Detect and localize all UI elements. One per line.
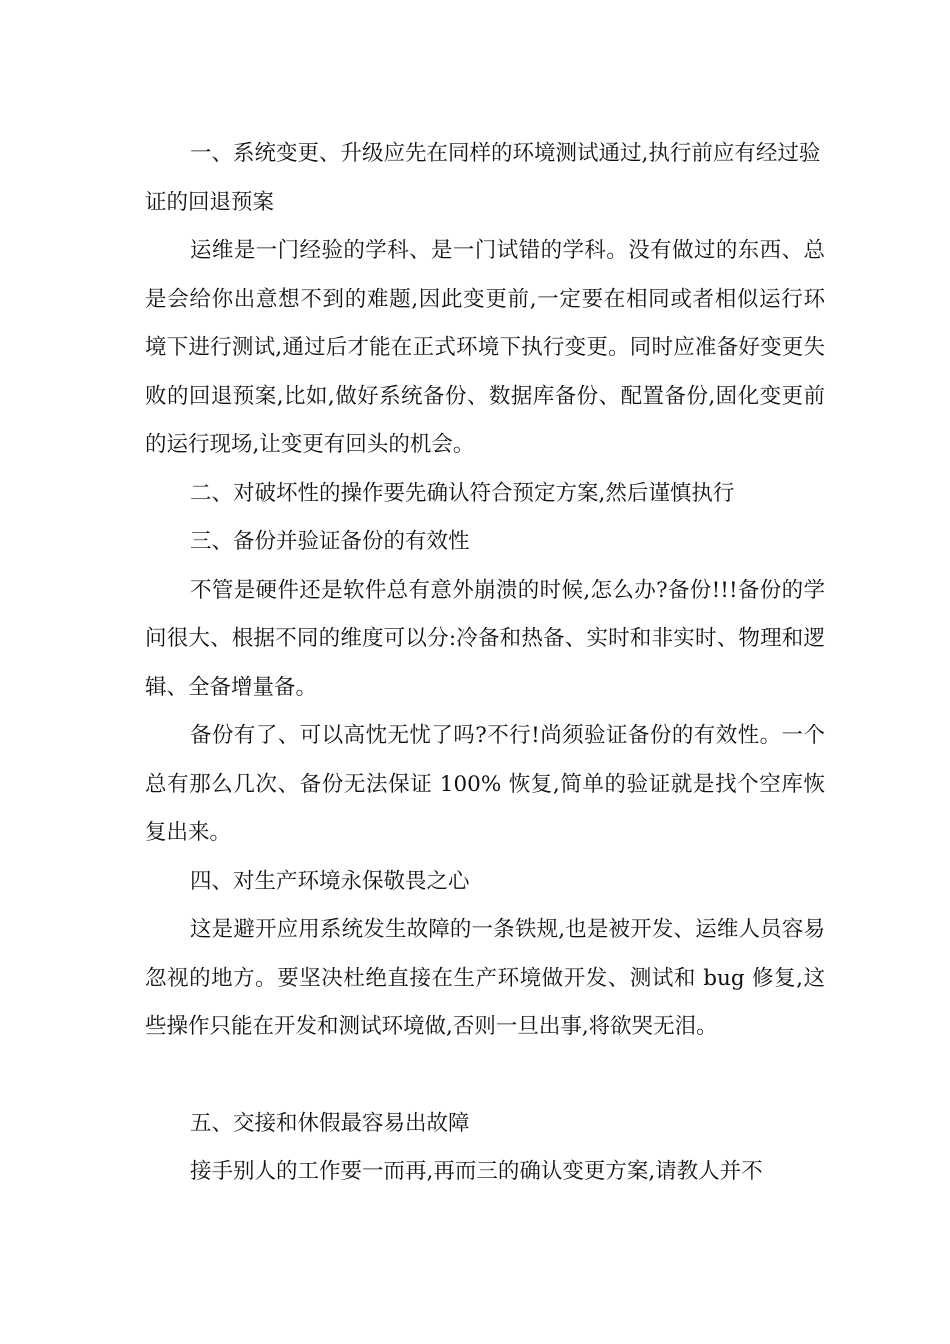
section-heading-3: 三、备份并验证备份的有效性 (190, 529, 470, 554)
blank-line (145, 1052, 825, 1100)
section-heading-2: 二、对破坏性的操作要先确认符合预定方案,然后谨慎执行 (190, 480, 735, 506)
paragraph-4: 这是避开应用系统发生故障的一条铁规,也是被开发、运维人员容易忽视的地方。要坚决杜绝直接在生产环境做开发、测试和 bug 修复,这些操作只能在开发和测试环境做,否则一旦出事,将欲哭无泪。 (145, 917, 825, 1039)
section-heading-5: 五、交接和休假最容易出故障 (190, 1110, 470, 1136)
paragraph-5: 接手别人的工作要一而再,再而三的确认变更方案,请教人并不 (190, 1159, 763, 1184)
paragraph-1: 运维是一门经验的学科、是一门试错的学科。没有做过的东西、总是会给你出意想不到的难题,因此变更前,一定要在相同或者相似运行环境下进行测试,通过后才能在正式环境下执行变更。同时应准备好变更失败的回退预案,比如,做好系统备份、数据库备份、配置备份,固化变更前的运行现场,让变更有回头的机会。 (145, 238, 825, 457)
document-body (145, 130, 825, 1197)
section-heading-4: 四、对生产环境永保敬畏之心 (190, 868, 470, 894)
paragraph-3: 备份有了、可以高忱无忧了吗?不行!尚须验证备份的有效性。一个总有那么几次、备份无法保证 100% 恢复,简单的验证就是找个空库恢复出来。 (145, 723, 825, 845)
paragraph-2: 不管是硬件还是软件总有意外崩溃的时候,怎么办?备份!!!备份的学问很大、根据不同的维度可以分:冷备和热备、实时和非实时、物理和逻辑、全备增量备。 (145, 577, 825, 700)
section-heading-1: 一、系统变更、升级应先在同样的环境测试通过,执行前应有经过验证的回退预案 (145, 141, 821, 215)
